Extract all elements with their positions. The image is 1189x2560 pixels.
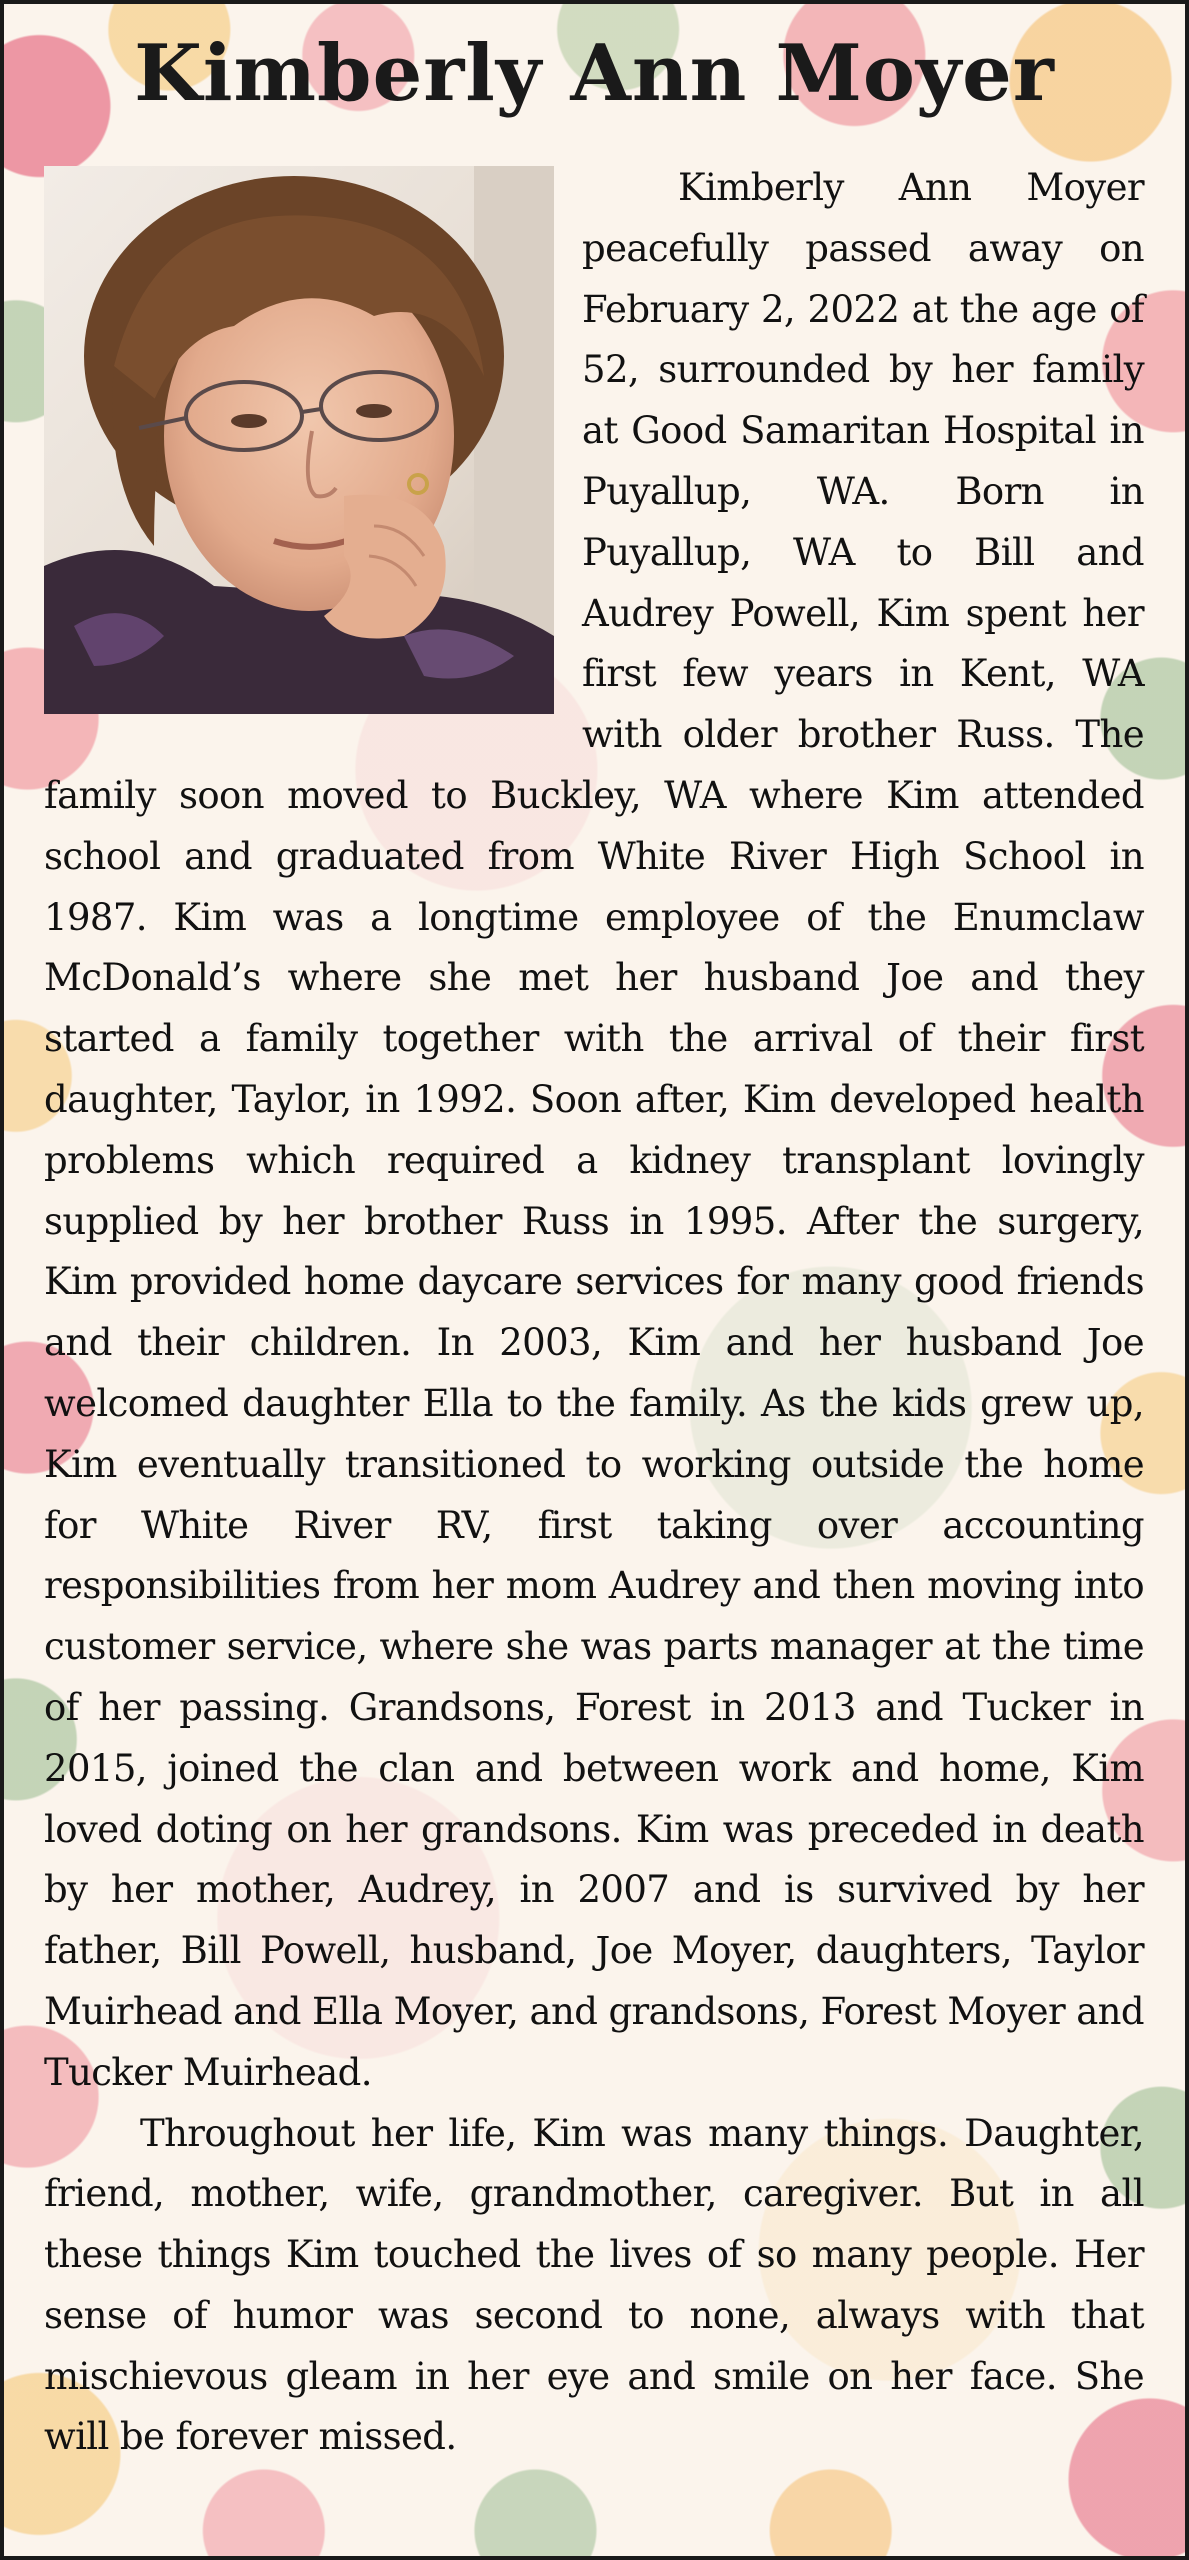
portrait-illustration xyxy=(44,166,554,714)
obituary-body xyxy=(44,158,1144,2468)
obituary-title: Kimberly Ann Moyer xyxy=(134,28,1055,119)
obituary-paragraph-1: Kimberly Ann Moyer peacefully passed away on February 2, 2022 at the age of 52, surrounded by her family at Good Samaritan Hospital in Puyallup, WA. Born in Puyallup, WA to Bill and Audrey Powell, Kim spent her first few years in Kent, WA with older brother Russ. The family soon moved to Buckley, WA where Kim attended school and graduated from White River High School in 1987. Kim was a longtime employee of the Enumclaw McDonald’s where she met her husband Joe and they started a family together with the arrival of their first daughter, Taylor, in 1992. Soon after, Kim developed health problems which required a kidney transplant lovingly supplied by her brother Russ in 1995. After the surgery, Kim provided home daycare services for many good friends and their children. In 2003, Kim and her husband Joe welcomed daughter Ella to the family. As the kids grew up, Kim eventually transitioned to working outside the home for White River RV, first taking over accounting responsibilities from her mom Audrey and then moving into customer service, where she was parts manager at the time of her passing. Grandsons, Forest in 2013 and Tucker in 2015, joined the clan and between work and home, Kim loved doting on her grandsons. Kim was preceded in death by her mother, Audrey, in 2007 and is survived by her father, Bill Powell, husband, Joe Moyer, daughters, Taylor Muirhead and Ella Moyer, and grandsons, Forest Moyer and Tucker Muirhead. xyxy=(44,166,1144,2094)
obituary-paragraph-2: Throughout her life, Kim was many things. Daughter, friend, mother, wife, grandmother, caregiver. But in all these things Kim touched the lives of so many people. Her sense of humor was second to none, always with that mischievous gleam in her eye and smile on her face. She will be forever missed. xyxy=(44,2111,1144,2459)
portrait-photo xyxy=(44,166,554,714)
